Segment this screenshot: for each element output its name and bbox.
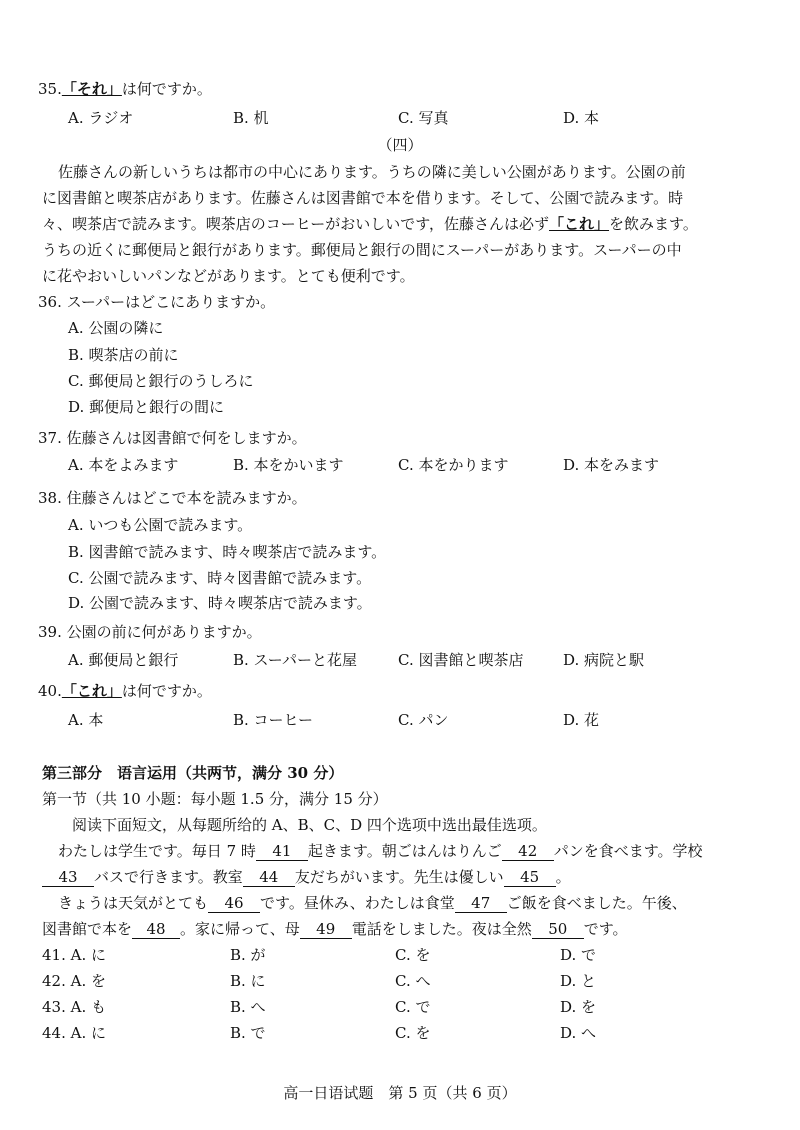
question-39: 39. 公園の前に何がありますか。 <box>38 623 262 641</box>
question-36: 36. スーパーはどこにありますか。 <box>38 293 276 311</box>
question-41 <box>42 945 725 965</box>
option-b[interactable]: B. スーパーと花屋 <box>233 651 358 669</box>
option-b[interactable]: B. コーヒー <box>233 711 313 729</box>
blank-50[interactable]: 50 <box>532 921 584 939</box>
question-35 <box>38 79 212 99</box>
option-b[interactable]: B. に <box>230 972 266 990</box>
blank-44[interactable]: 44 <box>243 869 295 887</box>
instruction-text: 阅读下面短文，从每题所给的 A、B、C、D 四个选项中选出最佳选项。 <box>72 816 547 834</box>
question-number: 35. <box>38 80 62 98</box>
question-37-options <box>68 455 683 475</box>
option-c[interactable]: C. 郵便局と銀行のうしろに <box>68 372 254 390</box>
option-d[interactable]: D. で <box>560 946 597 964</box>
option-d[interactable]: D. 本 <box>563 109 600 127</box>
option-c[interactable]: C. 公園で読みます、時々図書館で読みます。 <box>68 569 372 587</box>
cloze-text: バスで行きます。教室 <box>94 868 243 886</box>
option-b[interactable]: B. 喫茶店の前に <box>68 346 179 364</box>
option-d[interactable]: D. へ <box>560 1024 597 1042</box>
passage-text: を飲みます。 <box>609 215 698 233</box>
marked-word: 「それ」 <box>61 80 122 98</box>
option-a[interactable]: 43. A. も <box>42 998 106 1016</box>
blank-46[interactable]: 46 <box>208 895 260 913</box>
option-a[interactable]: A. ラジオ <box>68 109 134 127</box>
question-43 <box>42 997 725 1017</box>
option-b[interactable]: B. へ <box>230 998 266 1016</box>
blank-48[interactable]: 48 <box>132 921 180 939</box>
section-4-title: （四） <box>377 136 423 154</box>
cloze-text: きょうは天気がとても <box>58 894 209 912</box>
question-44 <box>42 1023 725 1043</box>
option-d[interactable]: D. 病院と駅 <box>563 651 645 669</box>
option-a[interactable]: A. 公園の隣に <box>68 319 164 337</box>
part-3-title: 第三部分 语言运用（共两节，满分 30 分） <box>42 764 344 782</box>
cloze-text: ご飯を食べました。午後、 <box>506 894 687 912</box>
question-38: 38. 住藤さんはどこで本を読みますか。 <box>38 489 307 507</box>
option-b[interactable]: B. で <box>230 1024 266 1042</box>
passage-line-3 <box>42 214 698 234</box>
passage-line-5: に花やおいしいパンなどがあります。とても便利です。 <box>42 267 415 285</box>
cloze-line-3 <box>58 893 687 913</box>
question-35-options <box>68 108 683 128</box>
option-d[interactable]: D. を <box>560 998 597 1016</box>
question-text: は何ですか。 <box>121 682 212 700</box>
section-1-title: 第一节（共 10 小题：每小题 1.5 分，满分 15 分） <box>42 790 388 808</box>
blank-43[interactable]: 43 <box>42 869 94 887</box>
option-b[interactable]: B. 図書館で読みます、時々喫茶店で読みます。 <box>68 543 387 561</box>
question-37: 37. 佐藤さんは図書館で何をしますか。 <box>38 429 307 447</box>
page-footer: 高一日语试题 第 5 页（共 6 页） <box>283 1084 517 1102</box>
option-d[interactable]: D. 本をみます <box>563 456 660 474</box>
option-d[interactable]: D. と <box>560 972 597 990</box>
cloze-line-2 <box>42 867 571 887</box>
cloze-text: 図書館で本を <box>42 920 133 938</box>
blank-42[interactable]: 42 <box>502 843 554 861</box>
option-c[interactable]: C. で <box>395 998 431 1016</box>
cloze-text: です。 <box>583 920 628 938</box>
option-b[interactable]: B. 本をかいます <box>233 456 344 474</box>
question-39-options <box>68 650 683 670</box>
option-b[interactable]: B. 机 <box>233 109 269 127</box>
option-c[interactable]: C. パン <box>398 711 449 729</box>
marked-word: 「これ」 <box>549 215 610 233</box>
option-a[interactable]: 44. A. に <box>42 1024 106 1042</box>
option-d[interactable]: D. 郵便局と銀行の間に <box>68 398 225 416</box>
option-c[interactable]: C. を <box>395 946 431 964</box>
cloze-text: 友だちがいます。先生は優しい <box>294 868 504 886</box>
cloze-line-1 <box>58 841 703 861</box>
option-a[interactable]: A. 本をよみます <box>68 456 179 474</box>
option-c[interactable]: C. 本をかります <box>398 456 509 474</box>
blank-49[interactable]: 49 <box>300 921 352 939</box>
cloze-text: わたしは学生です。毎日 7 時 <box>58 842 256 860</box>
option-c[interactable]: C. を <box>395 1024 431 1042</box>
passage-text: 々、喫茶店で読みます。喫茶店のコーヒーがおいしいです，佐藤さんは必ず <box>42 215 550 233</box>
question-40 <box>38 681 212 701</box>
option-a[interactable]: A. 本 <box>68 711 104 729</box>
option-c[interactable]: C. 写真 <box>398 109 449 127</box>
passage-line-2: に図書館と喫茶店があります。佐藤さんは図書館で本を借ります。そして、公園で読みます。時 <box>42 189 684 207</box>
option-d[interactable]: D. 花 <box>563 711 600 729</box>
option-c[interactable]: C. 図書館と喫茶店 <box>398 651 524 669</box>
option-d[interactable]: D. 公園で読みます、時々喫茶店で読みます。 <box>68 594 372 612</box>
blank-45[interactable]: 45 <box>504 869 556 887</box>
marked-word: 「これ」 <box>61 682 122 700</box>
cloze-text: パンを食べます。学校 <box>553 842 703 860</box>
cloze-text: 起きます。朝ごはんはりんご <box>307 842 502 860</box>
question-42 <box>42 971 725 991</box>
passage-line-1: 佐藤さんの新しいうちは都市の中心にあります。うちの隣に美しい公園があります。公園の前 <box>58 163 686 181</box>
question-text: は何ですか。 <box>121 80 212 98</box>
option-a[interactable]: A. 郵便局と銀行 <box>68 651 179 669</box>
option-a[interactable]: 41. A. に <box>42 946 106 964</box>
option-c[interactable]: C. へ <box>395 972 431 990</box>
passage-line-4: うちの近くに郵便局と銀行があります。郵便局と銀行の間にスーパーがあります。スーパーの中 <box>42 241 682 259</box>
cloze-text: 電話をしました。夜は全然 <box>351 920 532 938</box>
option-a[interactable]: 42. A. を <box>42 972 106 990</box>
cloze-text: です。昼休み、わたしは食堂 <box>260 894 455 912</box>
cloze-line-4 <box>42 919 628 939</box>
blank-41[interactable]: 41 <box>256 843 308 861</box>
cloze-text: 。 <box>555 868 571 886</box>
question-40-options <box>68 710 683 730</box>
blank-47[interactable]: 47 <box>455 895 507 913</box>
cloze-text: 。家に帰って、母 <box>180 920 300 938</box>
question-number: 40. <box>38 682 62 700</box>
option-a[interactable]: A. いつも公園で読みます。 <box>68 516 253 534</box>
option-b[interactable]: B. が <box>230 946 266 964</box>
